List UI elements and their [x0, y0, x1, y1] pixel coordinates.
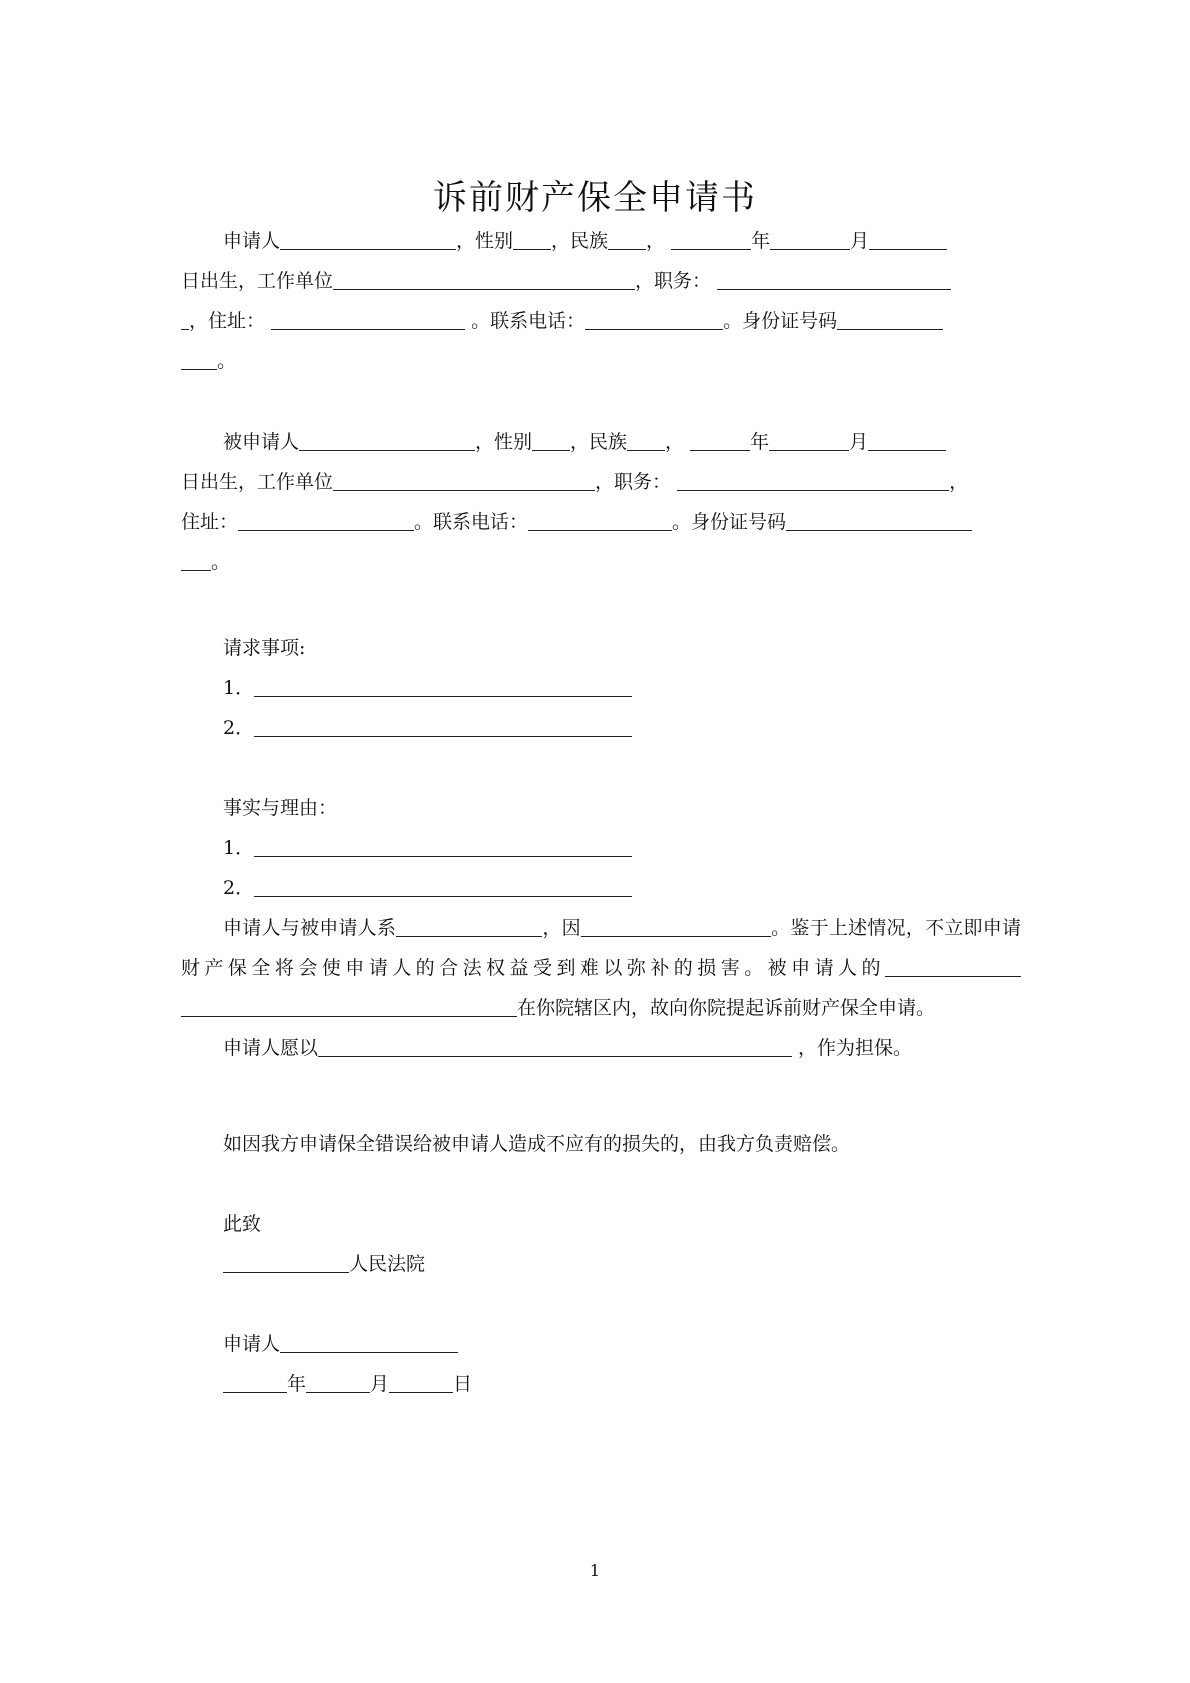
respondent-birth-month-field[interactable] [769, 428, 849, 451]
respondent-employer-field[interactable] [333, 468, 595, 491]
salutation: 此致 [223, 1213, 262, 1235]
property-field[interactable] [885, 954, 1021, 977]
page-number: 1 [589, 1561, 601, 1580]
respondent-gender-field[interactable] [532, 428, 570, 451]
respondent-phone-field[interactable] [528, 508, 672, 531]
applicant-id-field[interactable] [837, 307, 943, 330]
applicant-paragraph: 申请人 ，性别 ，民族 ， 年 月 日出生，工作单位 ，职务： ，住址： 。联系电话： 。身份证号码 。 [181, 221, 1021, 381]
respondent-birth-year-field[interactable] [690, 428, 750, 451]
relation-field[interactable] [396, 914, 542, 937]
court-name-field[interactable] [223, 1250, 349, 1273]
date-day-field[interactable] [389, 1370, 453, 1393]
signer-field[interactable] [280, 1330, 458, 1353]
property-field-cont[interactable] [181, 994, 517, 1017]
fact-1-field[interactable] [254, 834, 632, 857]
document-title: 诉前财产保全申请书 [433, 178, 757, 218]
relation-paragraph: 申请人与被申请人系 ，因 。鉴于上述情况，不立即申请财产保全将会使申请人的合法权益受到难以弥补的损害。被申请人的在你院辖区内，故向你院提起诉前财产保全申请。 [181, 908, 1021, 1028]
closing-section [181, 1204, 1021, 1284]
applicant-birth-day-field[interactable] [869, 227, 947, 250]
fact-item: 2． [181, 868, 1021, 908]
date-year-field[interactable] [223, 1370, 287, 1393]
guarantee-field[interactable] [318, 1034, 792, 1057]
facts-section [181, 788, 1021, 1068]
fact-2-field[interactable] [254, 874, 632, 897]
applicant-gender-field[interactable] [513, 227, 551, 250]
fact-item: 1． [181, 828, 1021, 868]
applicant-birth-year-field[interactable] [671, 227, 751, 250]
claims-heading: 请求事项: [223, 637, 306, 659]
respondent-address-field[interactable] [238, 508, 414, 531]
court-line: 人民法院 [181, 1244, 1021, 1284]
respondent-paragraph: 被申请人 ，性别 ，民族 ， 年 月 日出生，工作单位 ，职务： ， 住址： 。联系电话： 。身份证号码 。 [181, 422, 1021, 582]
applicant-birth-month-field[interactable] [770, 227, 850, 250]
reason-field[interactable] [581, 914, 771, 937]
claim-2-field[interactable] [254, 714, 632, 737]
respondent-birth-day-field[interactable] [868, 428, 946, 451]
claim-item: 2． [181, 708, 1021, 748]
guarantee-line: 申请人愿以 ，作为担保。 [181, 1028, 1021, 1068]
applicant-name-field[interactable] [280, 227, 456, 250]
signer-line: 申请人 [181, 1324, 1021, 1364]
signature-section [181, 1324, 1021, 1404]
facts-heading: 事实与理由： [223, 797, 338, 819]
applicant-phone-field[interactable] [585, 307, 723, 330]
liability-statement: 如因我方申请保全错误给被申请人造成不应有的损失的，由我方负责赔偿。 [223, 1133, 851, 1155]
respondent-name-field[interactable] [299, 428, 475, 451]
applicant-address-field[interactable] [271, 307, 465, 330]
liability-section [181, 1124, 1021, 1164]
claims-section [181, 628, 1021, 748]
respondent-ethnicity-field[interactable] [627, 428, 665, 451]
applicant-employer-field[interactable] [333, 267, 635, 290]
respondent-position-field[interactable] [677, 468, 949, 491]
date-line: 年 月 日 [181, 1364, 1021, 1404]
applicant-ethnicity-field[interactable] [608, 227, 646, 250]
date-month-field[interactable] [306, 1370, 370, 1393]
claim-item: 1． [181, 668, 1021, 708]
applicant-position-field[interactable] [717, 267, 951, 290]
respondent-id-field[interactable] [786, 508, 972, 531]
claim-1-field[interactable] [254, 674, 632, 697]
